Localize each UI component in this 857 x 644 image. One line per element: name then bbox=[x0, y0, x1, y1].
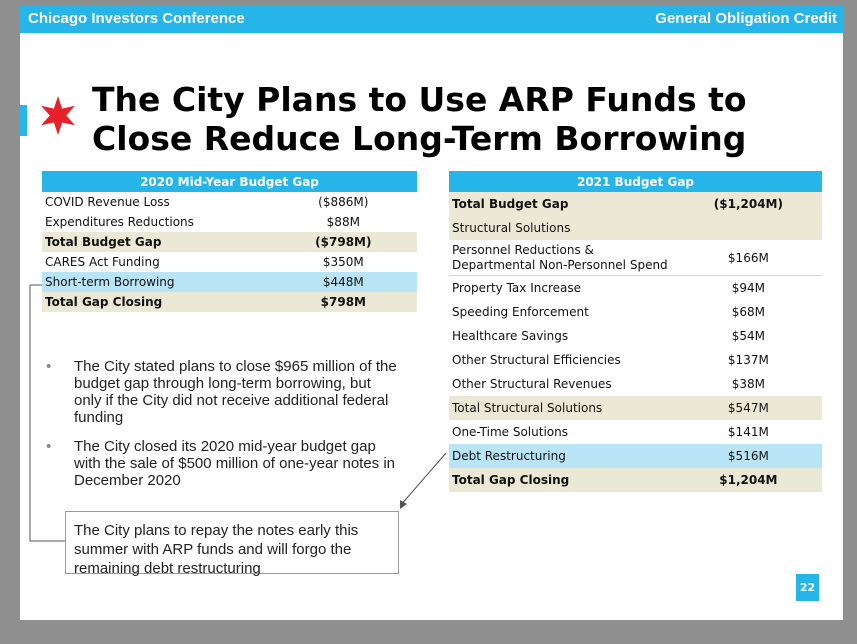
table-row: Personnel Reductions & Departmental Non-Personnel Spend $166M bbox=[452, 242, 769, 272]
bullet-text: The City stated plans to close $965 million of the budget gap through long-term borrowing, but only if the City did not receive additional federal funding bbox=[74, 358, 397, 426]
connector-debt-restructuring bbox=[400, 453, 446, 506]
table-row-highlighted: Debt Restructuring $516M bbox=[449, 444, 822, 468]
connector-short-term bbox=[30, 285, 65, 541]
title-line-2: Close Reduce Long-Term Borrowing bbox=[92, 119, 747, 158]
slide bbox=[20, 6, 843, 620]
bullet-text: The City closed its 2020 mid-year budget gap with the sale of $500 million of one-year notes in December 2020 bbox=[74, 438, 396, 489]
table-row: Other Structural Efficiencies $137M bbox=[452, 353, 769, 367]
table-row: Healthcare Savings $54M bbox=[452, 329, 766, 343]
bullet-dot-icon: • bbox=[46, 438, 52, 455]
page-number: 22 bbox=[796, 574, 819, 601]
table-2020-heading: 2020 Mid-Year Budget Gap bbox=[42, 171, 417, 192]
table-row-total: Total Budget Gap ($798M) bbox=[42, 232, 417, 252]
table-row: Expenditures Reductions $88M bbox=[45, 215, 360, 229]
table-row-highlighted: Short-term Borrowing $448M bbox=[42, 272, 417, 292]
table-row: Property Tax Increase $94M bbox=[449, 276, 822, 301]
table-row-total: Total Gap Closing $798M bbox=[42, 292, 417, 312]
table-row-subtotal: Total Structural Solutions $547M bbox=[449, 396, 822, 420]
table-row-total: Total Budget Gap ($1,204M) bbox=[449, 192, 822, 216]
conference-name: Chicago Investors Conference bbox=[28, 10, 245, 27]
table-row: CARES Act Funding $350M bbox=[45, 255, 364, 269]
table-2021-heading: 2021 Budget Gap bbox=[449, 171, 822, 192]
table-row: COVID Revenue Loss ($886M) bbox=[45, 195, 369, 209]
bullet-dot-icon: • bbox=[46, 358, 52, 375]
section-name: General Obligation Credit bbox=[655, 10, 837, 27]
title-line-1: The City Plans to Use ARP Funds to bbox=[92, 80, 747, 119]
table-row-total: Total Gap Closing $1,204M bbox=[449, 468, 822, 492]
table-row: Speeding Enforcement $68M bbox=[452, 305, 766, 319]
table-row: Other Structural Revenues $38M bbox=[452, 377, 766, 391]
table-row: One-Time Solutions $141M bbox=[452, 425, 769, 439]
table-row: Structural Solutions bbox=[449, 216, 822, 240]
callout-box: The City plans to repay the notes early this summer with ARP funds and will forgo the remaining debt restructuring bbox=[65, 511, 399, 574]
